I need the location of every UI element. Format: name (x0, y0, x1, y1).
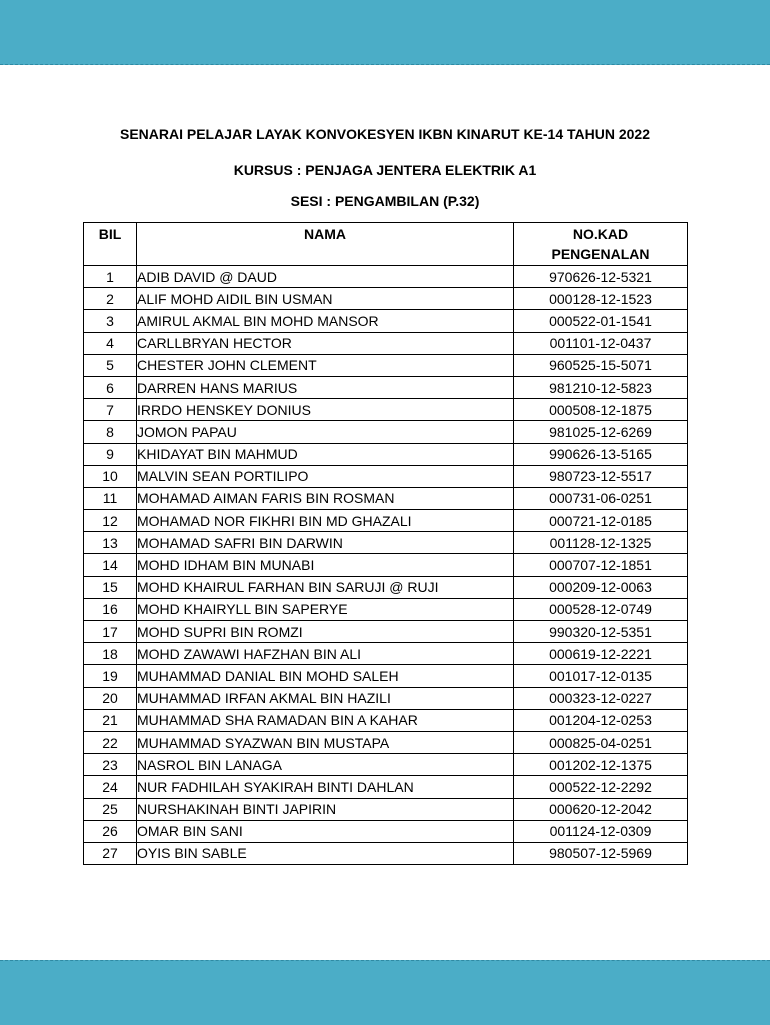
row-bil: 15 (84, 576, 137, 598)
bottom-banner (0, 960, 770, 1025)
row-nama: MOHD KHAIRUL FARHAN BIN SARUJI @ RUJI (137, 576, 514, 598)
document-title: SENARAI PELAJAR LAYAK KONVOKESYEN IKBN KINARUT KE-14 TAHUN 2022 (119, 126, 651, 142)
row-bil: 11 (84, 487, 137, 509)
table-row (84, 510, 688, 532)
table-row (84, 421, 688, 443)
row-ic: 001202-12-1375 (514, 754, 688, 776)
row-bil: 13 (84, 532, 137, 554)
row-ic: 000721-12-0185 (514, 510, 688, 532)
row-nama: OMAR BIN SANI (137, 820, 514, 842)
row-ic: 001128-12-1325 (514, 532, 688, 554)
row-ic: 000522-01-1541 (514, 310, 688, 332)
table-row (84, 399, 688, 421)
row-nama: AMIRUL AKMAL BIN MOHD MANSOR (137, 310, 514, 332)
row-nama: ADIB DAVID @ DAUD (137, 266, 514, 288)
row-nama: OYIS BIN SABLE (137, 842, 514, 864)
row-nama: MOHD SUPRI BIN ROMZI (137, 621, 514, 643)
row-ic: 990626-13-5165 (514, 443, 688, 465)
row-bil: 24 (84, 776, 137, 798)
row-bil: 18 (84, 643, 137, 665)
row-nama: NURSHAKINAH BINTI JAPIRIN (137, 798, 514, 820)
row-bil: 23 (84, 754, 137, 776)
row-nama: MOHAMAD NOR FIKHRI BIN MD GHAZALI (137, 510, 514, 532)
table-row (84, 731, 688, 753)
row-nama: MUHAMMAD DANIAL BIN MOHD SALEH (137, 665, 514, 687)
row-ic: 000825-04-0251 (514, 731, 688, 753)
row-bil: 2 (84, 288, 137, 310)
row-nama: MOHD KHAIRYLL BIN SAPERYE (137, 598, 514, 620)
table-row (84, 443, 688, 465)
table-row (84, 687, 688, 709)
row-ic: 981210-12-5823 (514, 376, 688, 398)
table-row (84, 776, 688, 798)
table-row (84, 288, 688, 310)
table-row (84, 332, 688, 354)
row-ic: 001101-12-0437 (514, 332, 688, 354)
table-row (84, 643, 688, 665)
row-bil: 12 (84, 510, 137, 532)
row-bil: 14 (84, 554, 137, 576)
row-bil: 7 (84, 399, 137, 421)
row-ic: 990320-12-5351 (514, 621, 688, 643)
row-ic: 001204-12-0253 (514, 709, 688, 731)
row-bil: 6 (84, 376, 137, 398)
row-nama: NASROL BIN LANAGA (137, 754, 514, 776)
row-ic: 000620-12-2042 (514, 798, 688, 820)
table-row (84, 598, 688, 620)
table-row (84, 310, 688, 332)
header-ic-line1: NO.KAD (572, 226, 629, 242)
table-row (84, 576, 688, 598)
header-ic-line2: PENGENALAN (551, 246, 650, 262)
table-body (84, 266, 688, 865)
row-nama: CHESTER JOHN CLEMENT (137, 354, 514, 376)
row-nama: MUHAMMAD SHA RAMADAN BIN A KAHAR (137, 709, 514, 731)
row-ic: 000209-12-0063 (514, 576, 688, 598)
row-nama: MALVIN SEAN PORTILIPO (137, 465, 514, 487)
row-bil: 9 (84, 443, 137, 465)
row-bil: 17 (84, 621, 137, 643)
header-nama: NAMA (137, 223, 514, 266)
table-row (84, 532, 688, 554)
row-nama: MOHD IDHAM BIN MUNABI (137, 554, 514, 576)
row-ic: 000707-12-1851 (514, 554, 688, 576)
row-ic: 001017-12-0135 (514, 665, 688, 687)
row-nama: MUHAMMAD SYAZWAN BIN MUSTAPA (137, 731, 514, 753)
row-nama: MOHAMAD AIMAN FARIS BIN ROSMAN (137, 487, 514, 509)
row-ic: 000619-12-2221 (514, 643, 688, 665)
row-nama: MOHD ZAWAWI HAFZHAN BIN ALI (137, 643, 514, 665)
table-row (84, 465, 688, 487)
row-bil: 8 (84, 421, 137, 443)
row-nama: JOMON PAPAU (137, 421, 514, 443)
row-ic: 970626-12-5321 (514, 266, 688, 288)
table-row (84, 621, 688, 643)
top-banner (0, 0, 770, 65)
row-nama: CARLLBRYAN HECTOR (137, 332, 514, 354)
row-ic: 000522-12-2292 (514, 776, 688, 798)
row-ic: 000528-12-0749 (514, 598, 688, 620)
row-bil: 25 (84, 798, 137, 820)
row-nama: IRRDO HENSKEY DONIUS (137, 399, 514, 421)
row-bil: 21 (84, 709, 137, 731)
table-row (84, 820, 688, 842)
row-ic: 980723-12-5517 (514, 465, 688, 487)
row-bil: 5 (84, 354, 137, 376)
row-bil: 19 (84, 665, 137, 687)
row-bil: 20 (84, 687, 137, 709)
row-ic: 000508-12-1875 (514, 399, 688, 421)
header-bil: BIL (84, 223, 137, 266)
student-table (83, 222, 688, 865)
row-ic: 001124-12-0309 (514, 820, 688, 842)
table-row (84, 842, 688, 864)
row-bil: 3 (84, 310, 137, 332)
row-ic: 000128-12-1523 (514, 288, 688, 310)
row-bil: 10 (84, 465, 137, 487)
table-row (84, 376, 688, 398)
row-nama: KHIDAYAT BIN MAHMUD (137, 443, 514, 465)
table-row (84, 798, 688, 820)
table-row (84, 554, 688, 576)
row-nama: NUR FADHILAH SYAKIRAH BINTI DAHLAN (137, 776, 514, 798)
row-ic: 000731-06-0251 (514, 487, 688, 509)
table-header-row (84, 223, 688, 266)
row-ic: 981025-12-6269 (514, 421, 688, 443)
row-bil: 16 (84, 598, 137, 620)
session-heading: SESI : PENGAMBILAN (P.32) (290, 193, 480, 209)
row-bil: 4 (84, 332, 137, 354)
row-ic: 980507-12-5969 (514, 842, 688, 864)
table-row (84, 665, 688, 687)
table-row (84, 754, 688, 776)
header-ic (514, 223, 688, 266)
row-nama: ALIF MOHD AIDIL BIN USMAN (137, 288, 514, 310)
row-bil: 26 (84, 820, 137, 842)
table-row (84, 487, 688, 509)
row-bil: 1 (84, 266, 137, 288)
row-ic: 000323-12-0227 (514, 687, 688, 709)
row-nama: MUHAMMAD IRFAN AKMAL BIN HAZILI (137, 687, 514, 709)
course-heading: KURSUS : PENJAGA JENTERA ELEKTRIK A1 (233, 162, 537, 178)
row-ic: 960525-15-5071 (514, 354, 688, 376)
row-nama: MOHAMAD SAFRI BIN DARWIN (137, 532, 514, 554)
table-row (84, 354, 688, 376)
table-row (84, 266, 688, 288)
row-nama: DARREN HANS MARIUS (137, 376, 514, 398)
row-bil: 22 (84, 731, 137, 753)
row-bil: 27 (84, 842, 137, 864)
table-row (84, 709, 688, 731)
